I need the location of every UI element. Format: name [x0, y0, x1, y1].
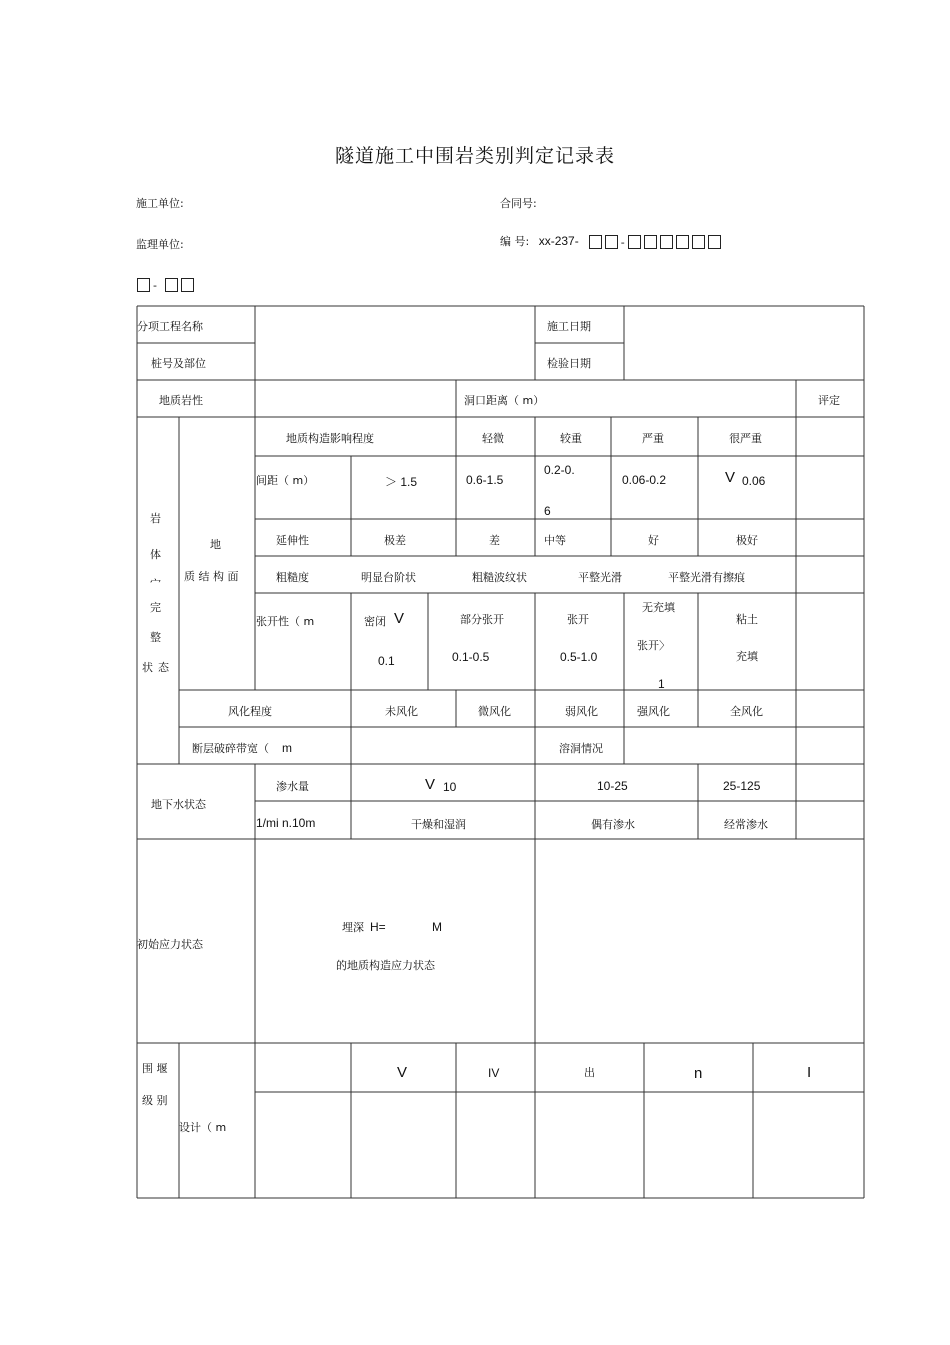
- rock-mass-char: 完: [150, 601, 161, 614]
- serial-dash: -: [153, 278, 157, 292]
- grade-value: IV: [488, 1066, 500, 1080]
- aperture-partial-value: 0.1-0.5: [452, 650, 490, 664]
- grade-value: 出: [584, 1066, 595, 1079]
- contract-no-label: 合同号:: [500, 197, 537, 210]
- extensibility-value: 极差: [384, 534, 406, 547]
- burial-depth-unit: M: [432, 920, 442, 934]
- spacing-value: ＞ 1.5: [385, 475, 418, 489]
- serial-dash: -: [620, 235, 625, 249]
- fault-width-label: 断层破碎带宽（: [192, 742, 269, 755]
- seepage-v-mark: V: [425, 776, 436, 793]
- weathering-value: 微风化: [478, 705, 511, 718]
- construction-date-label: 施工日期: [547, 320, 591, 333]
- grade-label: 围 堰: [142, 1062, 168, 1075]
- rock-mass-char: 态: [158, 661, 169, 674]
- extensibility-value: 差: [489, 534, 500, 547]
- influence-level: 很严重: [729, 432, 762, 445]
- aperture-partial-label: 部分张开: [460, 613, 504, 626]
- aperture-v-mark: V: [394, 610, 405, 627]
- influence-level: 较重: [560, 432, 582, 445]
- roughness-value: 粗糙波纹状: [472, 571, 527, 584]
- weathering-value: 强风化: [637, 705, 670, 718]
- seepage-unit: 1/mi n.10m: [256, 816, 316, 830]
- rock-mass-char: 宀: [150, 577, 161, 590]
- extensibility-label: 延伸性: [276, 534, 309, 547]
- seepage-desc: 干燥和湿润: [411, 818, 466, 831]
- design-label: 设计（ m: [179, 1121, 227, 1134]
- aperture-unfilled-label: 无充填: [642, 601, 675, 614]
- influence-level: 严重: [642, 432, 664, 445]
- geo-structure-label: 地: [210, 538, 221, 551]
- aperture-unfilled-label: 张开〉: [637, 639, 670, 652]
- seepage-value: 25-125: [723, 779, 761, 793]
- aperture-clay-label: 粘土: [736, 613, 758, 626]
- karst-label: 溶洞情况: [559, 742, 603, 755]
- aperture-closed-label: 密闭: [364, 615, 386, 628]
- serial-prefix: xx-237-: [538, 234, 579, 248]
- spacing-v-mark: V: [725, 469, 736, 486]
- aperture-unfilled-value: 1: [658, 677, 665, 691]
- rock-mass-char: 体: [150, 548, 161, 561]
- grade-value: I: [807, 1064, 812, 1081]
- geo-structure-label: 质 结 构 面: [184, 570, 239, 583]
- station-part-label: 桩号及部位: [151, 357, 206, 370]
- seepage-desc: 偶有渗水: [591, 818, 635, 831]
- spacing-value: 0.6-1.5: [466, 473, 504, 487]
- rock-mass-char: 状: [142, 661, 153, 674]
- influence-degree-label: 地质构造影响程度: [286, 432, 374, 445]
- page-title: 隧道施工中围岩类别判定记录表: [334, 145, 615, 167]
- burial-depth-label: 埋深: [342, 921, 364, 934]
- aperture-closed-value: 0.1: [378, 654, 395, 668]
- spacing-value: 6: [544, 504, 551, 518]
- inspection-date-label: 检验日期: [547, 357, 591, 370]
- geo-stress-label: 的地质构造应力状态: [336, 959, 435, 972]
- extensibility-value: 好: [648, 534, 659, 547]
- groundwater-label: 地下水状态: [151, 798, 206, 811]
- portal-distance-label: 洞口距离（ m）: [464, 394, 545, 407]
- spacing-value: 0.06-0.2: [622, 473, 667, 487]
- roughness-label: 粗糙度: [276, 571, 309, 584]
- seepage-label: 渗水量: [276, 780, 309, 793]
- rock-mass-char: 岩: [150, 512, 161, 525]
- roughness-value: 平整光滑有擦痕: [668, 571, 745, 584]
- weathering-value: 弱风化: [565, 705, 598, 718]
- serial-label: 编 号:: [500, 235, 530, 248]
- seepage-value: 10-25: [597, 779, 628, 793]
- influence-level: 轻微: [482, 432, 504, 445]
- roughness-value: 明显台阶状: [361, 571, 416, 584]
- grade-label: 级 别: [142, 1094, 168, 1107]
- aperture-label: 张开性（ m: [256, 615, 315, 628]
- extensibility-value: 极好: [736, 534, 758, 547]
- weathering-label: 风化程度: [228, 705, 272, 718]
- aperture-open-value: 0.5-1.0: [560, 650, 598, 664]
- lithology-label: 地质岩性: [159, 394, 203, 407]
- weathering-value: 未风化: [385, 705, 418, 718]
- extensibility-value: 中等: [544, 534, 566, 547]
- sub-project-name-label: 分项工程名称: [137, 320, 203, 333]
- rating-label: 评定: [818, 394, 840, 407]
- rock-mass-char: 整: [150, 631, 161, 644]
- burial-depth-h: H=: [370, 920, 386, 934]
- grade-value: V: [397, 1064, 408, 1081]
- grade-value: n: [694, 1065, 703, 1082]
- roughness-value: 平整光滑: [578, 571, 622, 584]
- construction-unit-label: 施工单位:: [136, 197, 184, 210]
- aperture-clay-label: 充填: [736, 650, 758, 663]
- seepage-desc: 经常渗水: [724, 818, 768, 831]
- spacing-value: 0.06: [742, 474, 766, 488]
- spacing-label: 间距（ m）: [256, 474, 315, 487]
- aperture-open-label: 张开: [567, 613, 589, 626]
- seepage-value: 10: [443, 780, 457, 794]
- initial-stress-label: 初始应力状态: [137, 938, 203, 951]
- supervision-unit-label: 监理单位:: [136, 238, 184, 251]
- fault-width-unit: m: [282, 741, 292, 755]
- spacing-value: 0.2-0.: [544, 463, 575, 477]
- weathering-value: 全风化: [730, 705, 763, 718]
